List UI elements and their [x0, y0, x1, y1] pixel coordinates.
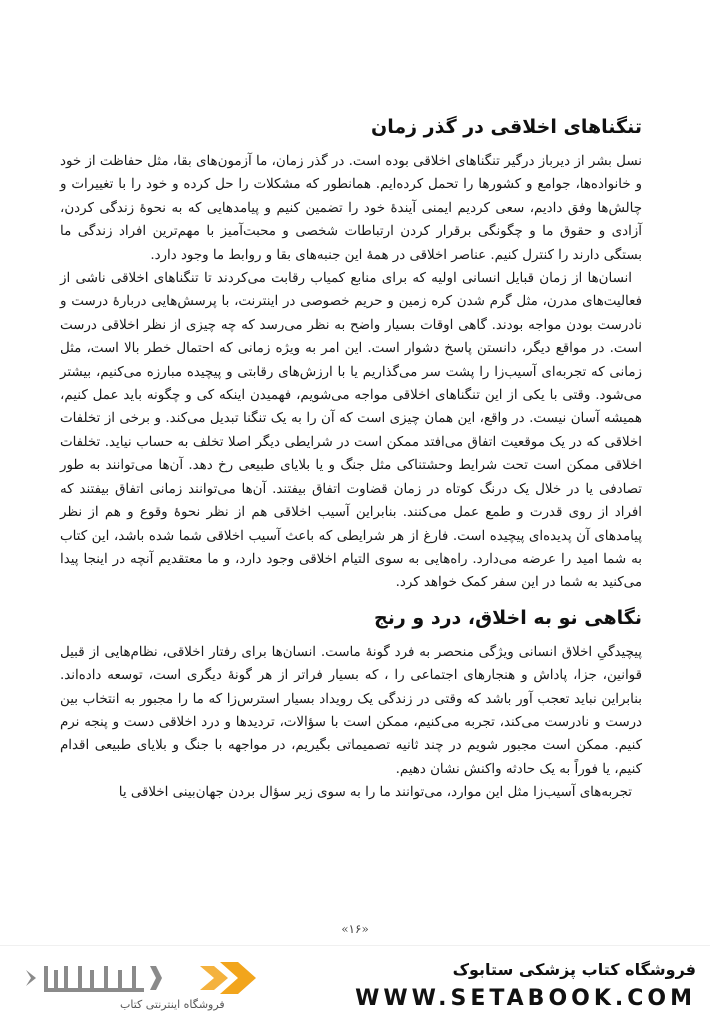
store-footer-banner — [0, 945, 710, 1024]
page-number: «۱۶» — [341, 922, 369, 936]
paragraph-1: نسل بشر از دیرباز درگیر تنگناهای اخلاقی بوده است. در گذر زمان، ما آزمون‌های بقا، مثل حفاظت از خود و خانواده‌ها، جوامع و کشورها را تحمل کرده‌ایم. همانطور که مشکلات را حل کرده و خود را با تغییرات و چالش‌ها وفق دادیم، سعی کردیم ایمنی آیندهٔ خود را تضمین کنیم و پیامدهایی که به نحوهٔ زندگی کردن، آزادی و حقوق ما و چگونگی برقرار کردن ارتباطات شخصی و محبت‌آمیز با مهم‌ترین افراد زندگی ما بستگی دارند را کنترل کنیم. عناصر اخلاقی در همهٔ این جنبه‌های بقا و روابط ما وجود دارد. — [60, 154, 642, 263]
page-body — [60, 110, 642, 805]
setabook-logo-icon — [24, 956, 264, 1000]
setabook-logo — [24, 956, 264, 1016]
paragraph-4: تجربه‌های آسیب‌زا مثل این موارد، می‌توانند ما را به سوی زیر سؤال بردن جهان‌بینی اخلاقی یا — [118, 785, 632, 801]
store-url[interactable]: WWW.SETABOOK.COM — [355, 986, 696, 1011]
section-heading-new-look: نگاهی نو به اخلاق، درد و رنج — [374, 606, 642, 629]
logo-tagline: فروشگاه اینترنتی کتاب — [120, 998, 225, 1011]
paragraph-3: پیچیدگیِ اخلاق انسانی ویژگی منحصر به فرد گونهٔ ماست. انسان‌ها برای رفتار اخلاقی، نظام‌هایی از قبیل قوانین، جزا، پاداش و هنجارهای اجتماعی را ، که بسیار فراتر از هر گونهٔ دیگری است، توسعه داده‌اند. بنابراین نباید تعجب آور باشد که وقتی در زندگی یک رویداد بسیار استرس‌زا که ما را مجبور به انتخاب بین درست و نادرست می‌کند، تجربه می‌کنیم، ممکن است با سؤالات، تردیدها و درد اخلاقی دست و پنجه نرم کنیم. ممکن است مجبور شویم در چند ثانیه تصمیماتی بگیریم، در مواجهه با جنگ و بلایای طبیعی اقدام کنیم، یا فوراً به یک حادثه واکنش نشان دهیم. — [60, 644, 642, 777]
paragraph-2: انسان‌ها از زمان قبایل انسانی اولیه که برای منابع کمیاب رقابت می‌کردند تا تنگناهای اخلاقی ناشی از فعالیت‌های مدرن، مثل گرم شدن کره زمین و حریم خصوصی در اینترنت، با پرسش‌هایی دربارهٔ درست و نادرست بودن مواجه بودند. گاهی اوقات بسیار واضح به نظر می‌رسد که چه چیزی از نظر اخلاقی درست است. در مواقع دیگر، دانستن پاسخ دشوار است. این امر به ویژه زمانی که احتمال خطر بالا است، مثل زمانی که تجربه‌ای آسیب‌زا را پشت سر می‌گذاریم یا با ارزش‌های رقابتی و پیچیده مبارزه می‌کنیم، بیشتر می‌شود. وقتی با یکی از این تنگناهای اخلاقی مواجه می‌شویم، فهمیدن اینکه کی و چگونه باید عمل کنیم، همیشه آسان نیست. در واقع، این همان چیزی است که آن را به یک تنگنا تبدیل می‌کند. و برخی از تخلفات اخلاقی که در یک موقعیت اتفاق می‌افتد ممکن است در شرایطی دیگر اصلا تخلف به حساب نیاید. تخلفات اخلاقی ممکن است تحت شرایط وحشتناکی مثل جنگ و یا بلایای طبیعی رخ دهد. آن‌ها می‌توانند به طور تصادفی یا در خلال یک درنگ کوتاه در زمان قضاوت اتفاق بیفتند. آن‌ها می‌توانند زمانی اتفاق بیفتند که افراد از روی قدرت و طمع عمل می‌کنند. بنابراین آسیب اخلاقی هم از نظر نحوهٔ وقوع و هم از نظر پیامدهای آن پدیده‌ای پیچیده است. فارغ از هر شرایطی که باعث آسیب اخلاقی شما شده باشد، این کتاب به شما امید را عرضه می‌دارد. راه‌هایی به سوی التیام اخلاقی وجود دارد، و ما معتقدیم آنچه در اینجا پیدا می‌کنید به شما در این سفر کمک خواهد کرد. — [60, 271, 642, 591]
store-title: فروشگاه کتاب پزشکی ستابوک — [452, 960, 696, 979]
section-heading-moral-dilemmas: تنگناهای اخلاقی در گذر زمان — [370, 116, 642, 138]
